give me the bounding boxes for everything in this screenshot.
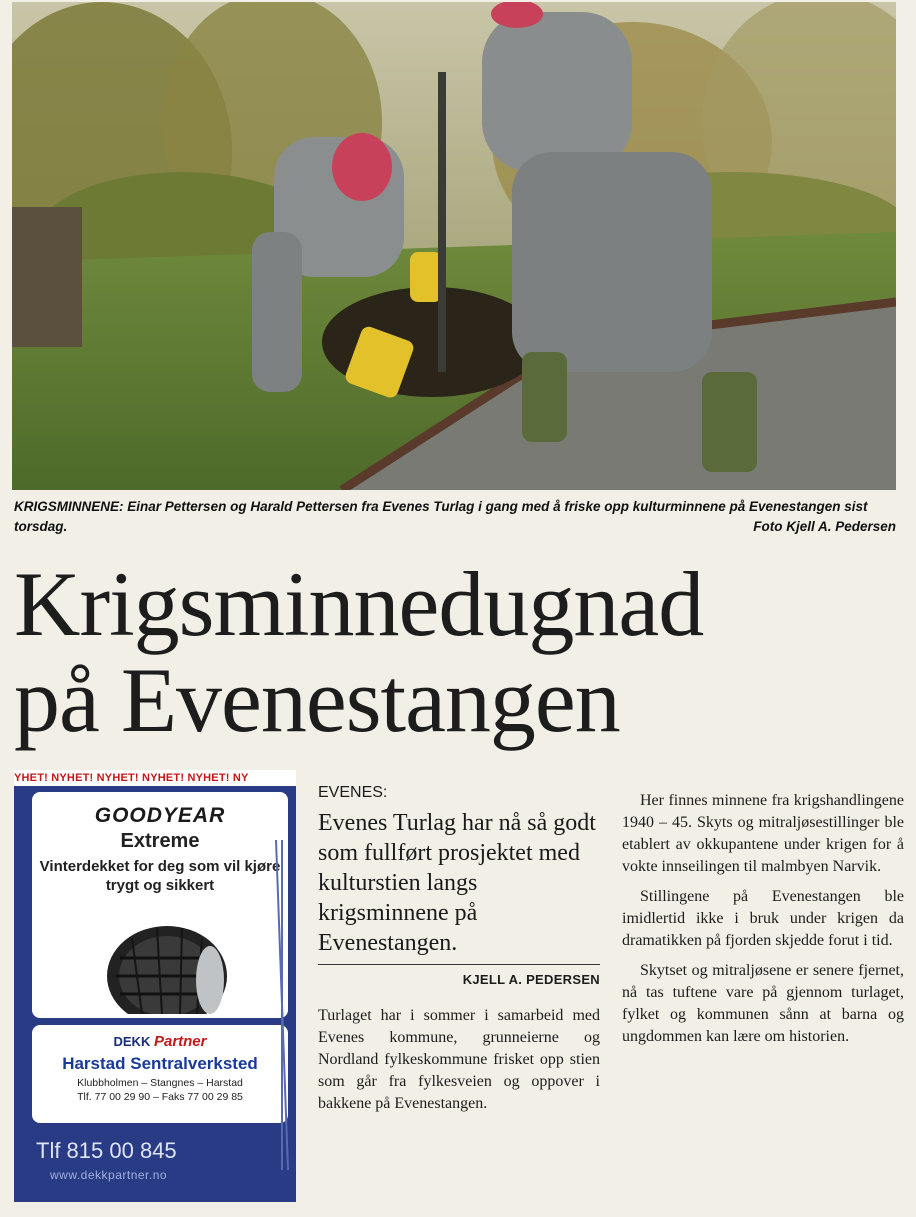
- ad-phone: Tlf 815 00 845: [36, 1138, 177, 1163]
- article-column-2: [622, 790, 904, 1056]
- photo-credit: Foto Kjell A. Pedersen: [753, 519, 896, 534]
- ad-product-name: Extreme: [120, 830, 200, 852]
- paragraph-2: Her finnes minnene fra krigshandlingene 1940 – 45. Skyts og mitraljøsestillinger ble etablert av okkupantene under krigen for å vokte innseilingen til malmbyen Narvik.: [622, 792, 904, 875]
- dateline: EVENES:: [318, 784, 388, 801]
- paragraph-1: Turlaget har i sommer i samarbeid med Evenes kommune, grunneierne og Nordland fylkeskommune frisket opp stien som går fra fylkesveien og oppover i bakkene på Evenestangen.: [318, 1007, 600, 1112]
- ad-product-card: [32, 792, 288, 1018]
- ad-firm-name: Harstad Sentralverksted: [62, 1054, 258, 1073]
- ad-dealer-card: [32, 1025, 288, 1123]
- paragraph-4: Skytset og mitraljøsene er senere fjernet, nå tas tuftene vare på gjennom turlaget, fylket og kommunen sånn at barna og ungdommen kan lære om historien.: [622, 962, 904, 1045]
- headline: [14, 553, 904, 751]
- ad-address: Klubbholmen – Stangnes – Harstad: [77, 1077, 243, 1089]
- ad-phone-fax: Tlf. 77 00 29 90 – Faks 77 00 29 85: [77, 1091, 243, 1103]
- divider: [318, 964, 600, 965]
- byline: KJELL A. PEDERSEN: [462, 972, 600, 987]
- goodyear-logo: GOODYEAR: [94, 804, 226, 827]
- headline-line-1: Krigsminnedugnad: [14, 553, 704, 655]
- ad-tagline: Vinterdekket for deg som vil kjøre trygt og sikkert: [39, 858, 281, 894]
- caption-kicker: KRIGSMINNENE:: [14, 499, 124, 514]
- dekkpartner-logo: DEKK Partner: [113, 1033, 207, 1050]
- ad-banner: YHET! NYHET! NYHET! NYHET! NYHET! NY: [14, 770, 296, 786]
- article-lede: Evenes Turlag har nå så godt som fullført prosjektet med kulturstien langs krigsminnene på Evenestangen.: [318, 810, 596, 956]
- paragraph-3: Stillingene på Evenestangen ble imidlertid ikke i bruk under krigen da dramatikken på fjorden skjedde forut i tid.: [622, 888, 904, 949]
- ad-side-stripes: [274, 840, 290, 1170]
- caption-text: Einar Pettersen og Harald Pettersen fra Evenes Turlag i gang med å friske opp kulturminnene på Evenestangen sist torsdag.: [14, 499, 868, 534]
- ad-website: www.dekkpartner.no: [50, 1168, 168, 1182]
- tire-image: [102, 918, 232, 1014]
- article-photo: [12, 2, 896, 490]
- article-column-1: [318, 782, 600, 1115]
- headline-line-2: på Evenestangen: [14, 649, 620, 751]
- photo-caption: [14, 497, 896, 537]
- advertisement: [14, 770, 296, 1202]
